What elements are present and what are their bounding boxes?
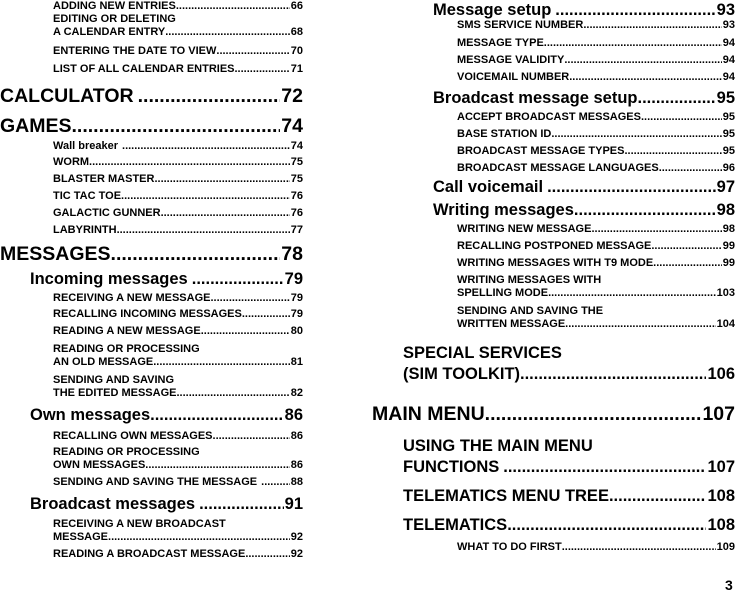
toc-entry-title: BROADCAST MESSAGE LANGUAGES: [457, 162, 659, 174]
toc-dot-leader: [574, 200, 716, 220]
toc-entry-page: 92: [290, 548, 303, 560]
toc-entry-title-first-line: SENDING AND SAVING THE: [457, 305, 604, 317]
toc-entry-title: WRITING NEW MESSAGE: [457, 223, 592, 235]
toc-dot-leader: [659, 162, 722, 175]
toc-dot-leader: [213, 430, 290, 443]
toc-entry-title: SENDING AND SAVING THE MESSAGE: [53, 476, 258, 488]
toc-entry-title: SMS SERVICE NUMBER: [457, 19, 584, 31]
toc-entry[interactable]: [372, 145, 735, 158]
toc-entry-page: 108: [707, 487, 735, 505]
toc-entry-page: 104: [716, 318, 735, 330]
toc-entry-title-first-line: SENDING AND SAVING: [53, 374, 175, 386]
toc-entry-page: 86: [284, 406, 303, 424]
toc-dot-leader: [555, 0, 715, 20]
toc-entry-title: WORM: [53, 156, 90, 168]
toc-dot-leader: [72, 115, 281, 137]
toc-entry[interactable]: [0, 173, 303, 186]
toc-entry[interactable]: [0, 190, 303, 203]
toc-entry[interactable]: [0, 156, 303, 169]
toc-dot-leader: [122, 140, 290, 153]
toc-entry-page: 88: [290, 476, 303, 488]
toc-entry-title: GAMES: [0, 115, 72, 137]
toc-entry-page: 103: [716, 287, 735, 299]
toc-entry-title-first-line: SPECIAL SERVICES: [403, 344, 562, 362]
toc-entry-page: 74: [281, 115, 303, 137]
toc-entry-page: 94: [722, 71, 735, 83]
toc-entry-title: AN OLD MESSAGE: [53, 356, 154, 368]
toc-dot-leader: [624, 145, 721, 158]
toc-entry-page: 93: [716, 1, 735, 19]
toc-dot-leader: [192, 269, 284, 289]
toc-entry-title: Call voicemail: [433, 178, 544, 196]
toc-entry-title: RECALLING INCOMING MESSAGES: [53, 308, 242, 320]
toc-entry[interactable]: [372, 274, 735, 300]
toc-dot-leader: [569, 71, 722, 84]
toc-dot-leader: [653, 257, 722, 270]
toc-entry-title: Broadcast message setup: [433, 89, 638, 107]
toc-entry-title: Own messages: [30, 406, 151, 424]
toc-entry[interactable]: [0, 446, 303, 472]
toc-entry-title-first-line: READING OR PROCESSING: [53, 343, 200, 355]
toc-entry-title: A CALENDAR ENTRY: [53, 26, 166, 38]
toc-entry[interactable]: [372, 128, 735, 141]
toc-entry-title: Wall breaker: [53, 140, 119, 152]
toc-entry[interactable]: [0, 269, 303, 289]
toc-entry-title: ADDING NEW ENTRIES: [53, 0, 176, 12]
toc-entry-page: 77: [290, 224, 303, 236]
toc-entry-title: LIST OF ALL CALENDAR ENTRIES: [53, 63, 235, 75]
toc-entry-page: 108: [707, 516, 735, 534]
toc-entry[interactable]: [372, 515, 735, 535]
toc-entry-title: CALCULATOR: [0, 85, 134, 107]
toc-entry[interactable]: [372, 177, 735, 197]
toc-entry-title: TELEMATICS MENU TREE: [403, 487, 609, 505]
toc-entry-title: MESSAGES: [0, 243, 111, 265]
toc-entry-title: RECALLING POSTPONED MESSAGE: [457, 240, 652, 252]
toc-entry[interactable]: [0, 494, 303, 514]
toc-dot-leader: [117, 224, 290, 237]
toc-entry[interactable]: [0, 13, 303, 39]
toc-dot-leader: [641, 111, 722, 124]
toc-dot-leader: [544, 37, 722, 50]
toc-dot-leader: [154, 173, 289, 186]
toc-entry-title: VOICEMAIL NUMBER: [457, 71, 570, 83]
toc-entry-page: 79: [290, 308, 303, 320]
toc-entry-title: MAIN MENU: [372, 403, 485, 425]
toc-dot-leader: [242, 308, 290, 321]
toc-dot-leader: [235, 63, 290, 76]
toc-entry-title-first-line: USING THE MAIN MENU: [403, 437, 593, 455]
toc-entry-page: 79: [290, 292, 303, 304]
toc-entry-page: 93: [722, 19, 735, 31]
toc-dot-leader: [565, 318, 715, 331]
toc-entry-page: 76: [290, 190, 303, 202]
toc-dot-leader: [89, 156, 290, 169]
toc-entry[interactable]: [372, 54, 735, 67]
toc-entry-title: TIC TAC TOE: [53, 190, 122, 202]
toc-entry-title: RECALLING OWN MESSAGES: [53, 430, 213, 442]
toc-dot-leader: [108, 531, 290, 544]
toc-entry[interactable]: [372, 111, 735, 124]
toc-dot-leader: [176, 387, 289, 400]
toc-entry[interactable]: [372, 223, 735, 236]
toc-entry-page: 98: [722, 223, 735, 235]
toc-entry[interactable]: [0, 115, 303, 137]
toc-entry-title: THE EDITED MESSAGE: [53, 387, 177, 399]
toc-entry-page: 99: [722, 257, 735, 269]
toc-entry-title: ACCEPT BROADCAST MESSAGES: [457, 111, 641, 123]
toc-entry-page: 78: [281, 243, 303, 265]
toc-entry[interactable]: [372, 240, 735, 253]
toc-entry[interactable]: [0, 548, 303, 561]
toc-entry[interactable]: [372, 435, 735, 477]
toc-entry-title: FUNCTIONS: [403, 458, 500, 476]
toc-entry-title-first-line: EDITING OR DELETING: [53, 13, 176, 25]
toc-entry-page: 72: [281, 85, 303, 107]
toc-entry-page: 98: [716, 201, 735, 219]
toc-entry-page: 96: [722, 162, 735, 174]
toc-entry-title: LABYRINTH: [53, 224, 117, 236]
page-number: 3: [725, 577, 733, 593]
toc-entry-page: 76: [290, 207, 303, 219]
toc-entry-page: 109: [716, 541, 735, 553]
toc-entry[interactable]: [0, 430, 303, 443]
toc-entry[interactable]: [0, 140, 303, 153]
toc-entry-title: Incoming messages: [30, 270, 188, 288]
toc-entry[interactable]: [372, 305, 735, 331]
toc-entry-title: READING A BROADCAST MESSAGE: [53, 548, 246, 560]
toc-entry-title: GALACTIC GUNNER: [53, 207, 161, 219]
toc-entry[interactable]: [0, 518, 303, 544]
toc-entry-title: Message setup: [433, 1, 552, 19]
toc-entry-page: 75: [290, 173, 303, 185]
toc-entry[interactable]: [372, 257, 735, 270]
toc-dot-leader: [111, 243, 281, 265]
toc-entry[interactable]: [0, 343, 303, 369]
toc-entry-page: 107: [702, 403, 735, 425]
toc-dot-leader: [485, 403, 702, 425]
toc-entry[interactable]: [0, 405, 303, 425]
toc-entry[interactable]: [0, 207, 303, 220]
toc-dot-leader: [121, 190, 290, 203]
toc-entry[interactable]: [0, 63, 303, 76]
toc-entry-title: BLASTER MASTER: [53, 173, 155, 185]
toc-entry[interactable]: [372, 486, 735, 506]
toc-entry-page: 86: [290, 430, 303, 442]
toc-entry-page: 71: [290, 63, 303, 75]
toc-entry-title-first-line: RECEIVING A NEW BROADCAST: [53, 518, 226, 530]
toc-dot-leader: [548, 287, 716, 300]
toc-dot-leader: [161, 207, 290, 220]
toc-dot-leader: [564, 54, 721, 67]
toc-entry[interactable]: [0, 374, 303, 400]
toc-entry-title: WRITTEN MESSAGE: [457, 318, 566, 330]
toc-entry[interactable]: [372, 200, 735, 220]
toc-entry[interactable]: [372, 19, 735, 32]
toc-entry[interactable]: [0, 325, 303, 338]
toc-entry-title: BASE STATION ID: [457, 128, 552, 140]
toc-dot-leader: [261, 476, 290, 489]
toc-entry-page: 82: [290, 387, 303, 399]
toc-dot-leader: [638, 88, 716, 108]
toc-dot-leader: [153, 356, 290, 369]
toc-dot-leader: [651, 240, 721, 253]
toc-entry[interactable]: [372, 403, 735, 425]
toc-entry-page: 107: [707, 458, 735, 476]
toc-entry[interactable]: [0, 0, 303, 13]
toc-dot-leader: [145, 459, 289, 472]
toc-entry-page: 92: [290, 531, 303, 543]
toc-dot-leader: [547, 177, 716, 197]
toc-entry-title: MESSAGE: [53, 531, 109, 543]
toc-entry-page: 80: [290, 325, 303, 337]
toc-entry-title: (SIM TOOLKIT): [403, 365, 521, 383]
toc-entry-page: 70: [290, 45, 303, 57]
toc-entry[interactable]: [372, 342, 735, 384]
toc-dot-leader: [138, 85, 281, 107]
toc-entry-title: WHAT TO DO FIRST: [457, 541, 562, 553]
toc-entry[interactable]: [372, 37, 735, 50]
toc-entry[interactable]: [0, 85, 303, 107]
toc-entry-page: 81: [290, 356, 303, 368]
toc-entry-title: READING A NEW MESSAGE: [53, 325, 201, 337]
toc-entry-page: 95: [722, 128, 735, 140]
toc-dot-leader: [210, 292, 289, 305]
toc-entry-page: 68: [290, 26, 303, 38]
toc-entry[interactable]: [372, 71, 735, 84]
toc-entry[interactable]: [372, 88, 735, 108]
toc-entry-title: BROADCAST MESSAGE TYPES: [457, 145, 625, 157]
toc-dot-leader: [503, 457, 706, 477]
toc-entry-page: 95: [722, 111, 735, 123]
toc-entry-title-first-line: WRITING MESSAGES WITH: [457, 274, 602, 286]
toc-dot-leader: [245, 548, 289, 561]
toc-entry-title: WRITING MESSAGES WITH T9 MODE: [457, 257, 654, 269]
toc-dot-leader: [176, 0, 290, 13]
toc-dot-leader: [201, 325, 290, 338]
toc-entry[interactable]: [0, 45, 303, 58]
toc-entry-title: Broadcast messages: [30, 495, 196, 513]
toc-entry-page: 75: [290, 156, 303, 168]
toc-dot-leader: [199, 494, 284, 514]
toc-entry[interactable]: [372, 0, 735, 20]
toc-entry-page: 94: [722, 54, 735, 66]
toc-dot-leader: [609, 486, 707, 506]
toc-entry-page: 74: [290, 140, 303, 152]
toc-entry-page: 94: [722, 37, 735, 49]
toc-entry-title: SPELLING MODE: [457, 287, 549, 299]
toc-dot-leader: [591, 223, 721, 236]
toc-entry[interactable]: [0, 292, 303, 305]
toc-dot-leader: [562, 541, 716, 554]
toc-dot-leader: [551, 128, 721, 141]
toc-entry-page: 91: [284, 495, 303, 513]
toc-entry-title: MESSAGE VALIDITY: [457, 54, 565, 66]
toc-entry[interactable]: [0, 243, 303, 265]
toc-entry-page: 99: [722, 240, 735, 252]
toc-entry-page: 95: [716, 89, 735, 107]
toc-dot-leader: [165, 26, 290, 39]
toc-entry-title: OWN MESSAGES: [53, 459, 146, 471]
toc-entry-title-first-line: READING OR PROCESSING: [53, 446, 200, 458]
toc-entry-title: ENTERING THE DATE TO VIEW: [53, 45, 217, 57]
toc-dot-leader: [216, 45, 289, 58]
toc-entry-page: 97: [716, 178, 735, 196]
toc-entry[interactable]: [372, 162, 735, 175]
toc-dot-leader: [583, 19, 721, 32]
toc-dot-leader: [150, 405, 284, 425]
toc-entry[interactable]: [0, 224, 303, 237]
toc-entry-page: 86: [290, 459, 303, 471]
toc-entry-title: TELEMATICS: [403, 516, 508, 534]
toc-entry[interactable]: [0, 476, 303, 489]
toc-entry-page: 79: [284, 270, 303, 288]
toc-entry-page: 66: [290, 0, 303, 12]
toc-entry-title: MESSAGE TYPE: [457, 37, 544, 49]
toc-entry-title: Writing messages: [433, 201, 574, 219]
toc-entry-title: RECEIVING A NEW MESSAGE: [53, 292, 211, 304]
toc-entry-page: 95: [722, 145, 735, 157]
toc-entry[interactable]: [0, 308, 303, 321]
toc-dot-leader: [520, 364, 706, 384]
toc-entry[interactable]: [372, 541, 735, 554]
toc-dot-leader: [507, 515, 706, 535]
toc-entry-page: 106: [707, 365, 735, 383]
